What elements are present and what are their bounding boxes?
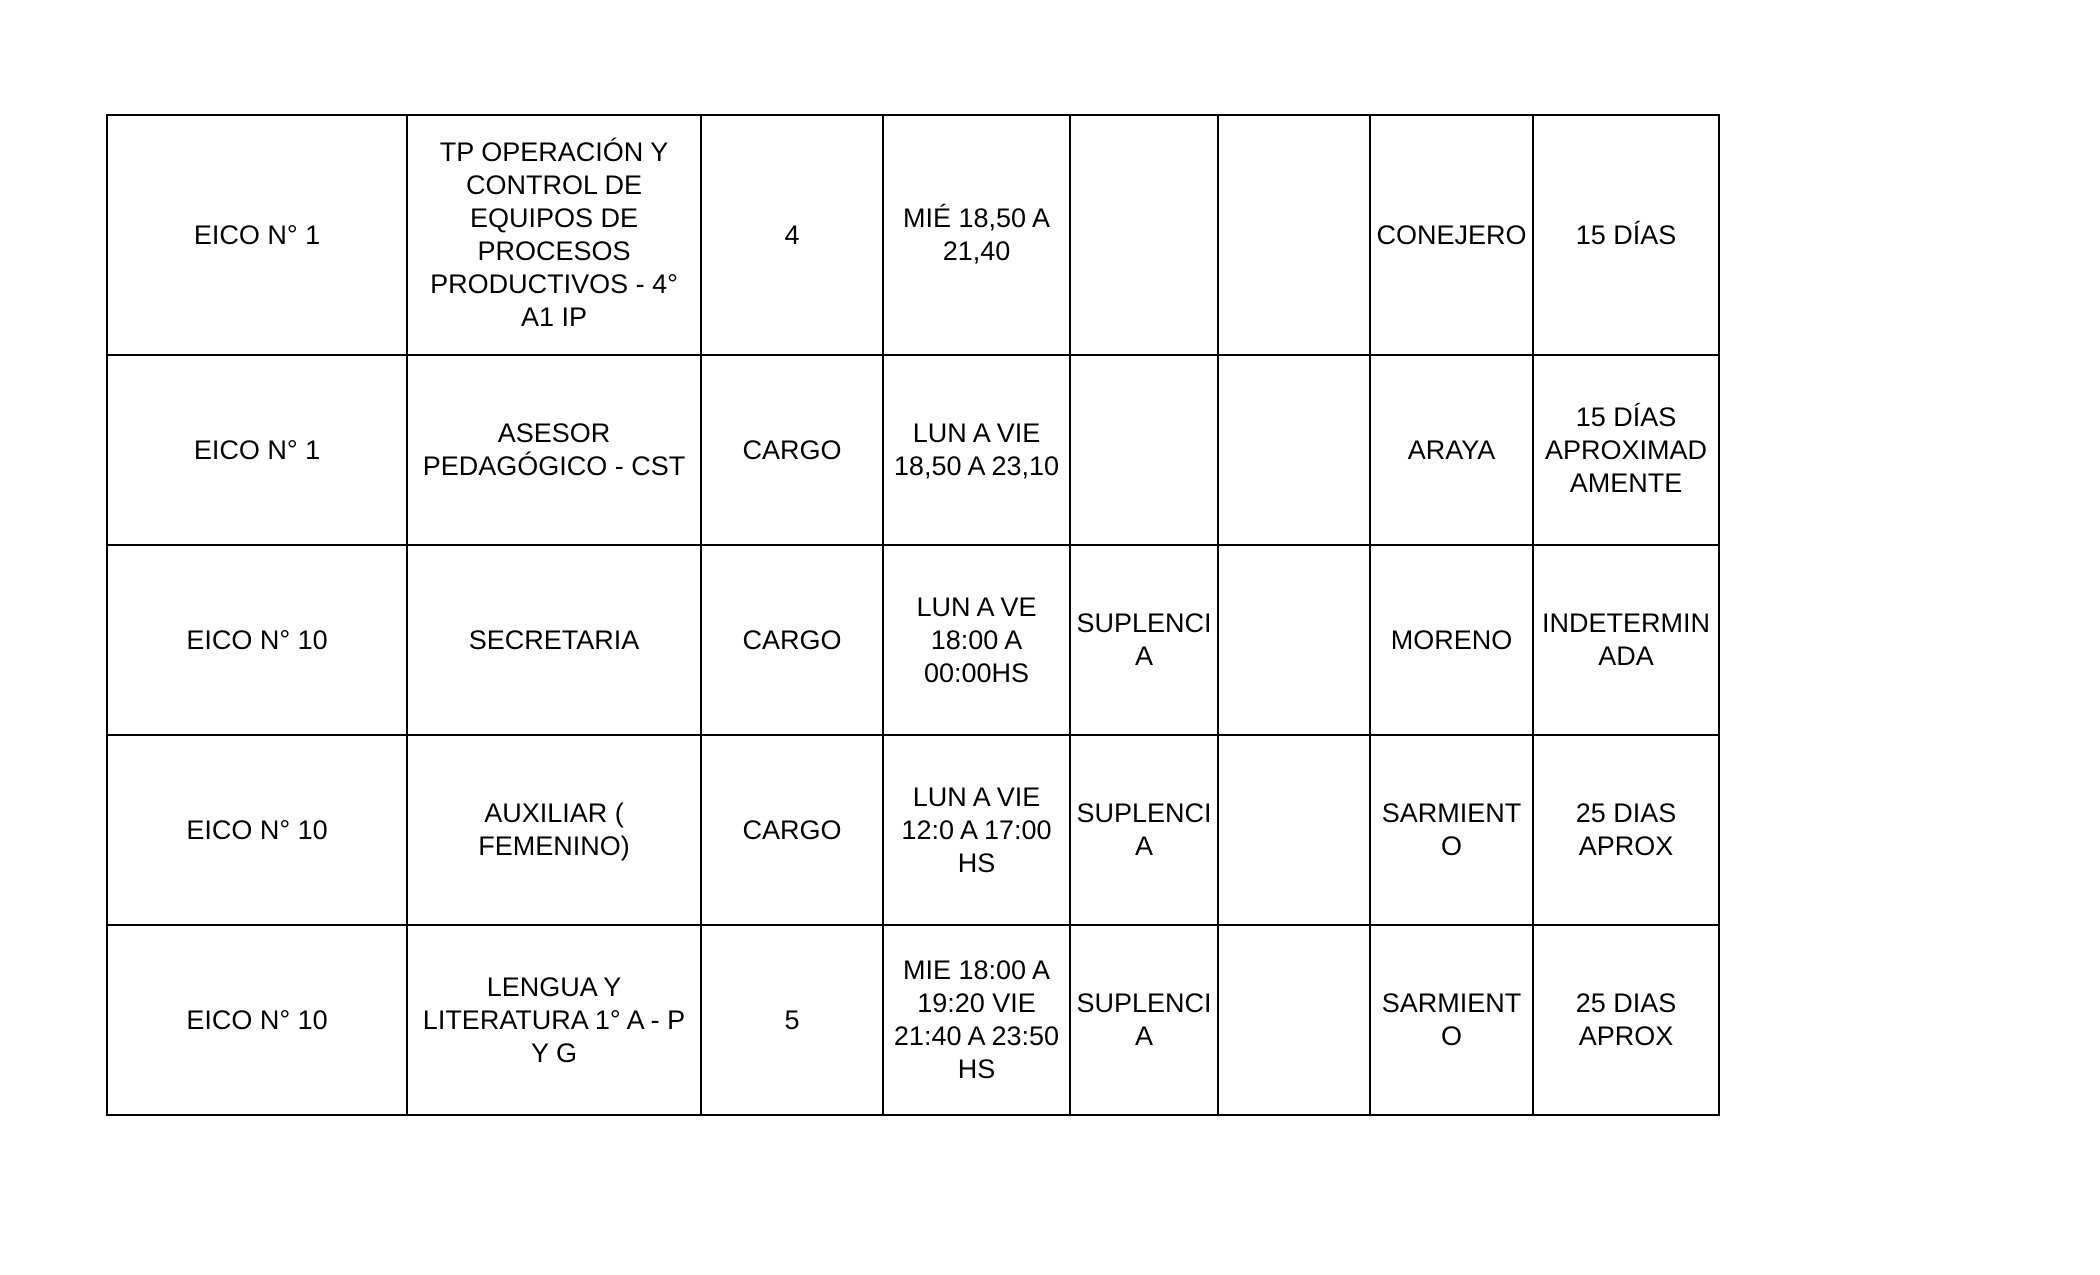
cell-text-line: ASESOR bbox=[497, 418, 611, 448]
cell-text-line: Y G bbox=[530, 1037, 578, 1068]
extra-cell bbox=[1218, 735, 1370, 925]
table-row bbox=[107, 735, 1719, 925]
duration-cell bbox=[1533, 735, 1719, 925]
cell-text-line: MIE 18:00 A bbox=[902, 955, 1051, 985]
table-row bbox=[107, 925, 1719, 1115]
cell-text-line: PEDAGÓGICO - CST bbox=[422, 451, 686, 481]
extra-cell bbox=[1218, 925, 1370, 1115]
cell-text-line: 12:0 A 17:00 bbox=[901, 814, 1052, 845]
situation-cell bbox=[1070, 115, 1218, 355]
cell-text-line: 18:00 A bbox=[930, 624, 1023, 655]
situation-cell bbox=[1070, 925, 1218, 1115]
cell-text-line: A bbox=[1134, 831, 1153, 861]
cell-text-line: HS bbox=[957, 1054, 996, 1084]
cell-text-line: ADA bbox=[1598, 641, 1654, 671]
schedule-cell bbox=[883, 925, 1070, 1115]
cell-text-line: 4 bbox=[784, 219, 800, 250]
schedule-cell bbox=[883, 115, 1070, 355]
table-row bbox=[107, 115, 1719, 355]
cell-text-line: 21:40 A 23:50 bbox=[893, 1021, 1060, 1051]
cell-text-line: LUN A VIE bbox=[912, 781, 1041, 812]
subject-cell bbox=[407, 355, 701, 545]
cell-text-line: 5 bbox=[784, 1004, 800, 1035]
cell-text: EICO N° 10 bbox=[186, 1004, 328, 1035]
cell-text-line: CARGO bbox=[742, 624, 842, 655]
extra-cell bbox=[1218, 355, 1370, 545]
schedule-cell bbox=[883, 735, 1070, 925]
cell-text-line: FEMENINO) bbox=[478, 831, 630, 861]
teacher-cell bbox=[1370, 355, 1533, 545]
school-cell bbox=[107, 545, 407, 735]
duration-cell bbox=[1533, 925, 1719, 1115]
cell-text-line: 21,40 bbox=[942, 236, 1011, 266]
cell-text-line: CONTROL DE bbox=[465, 170, 642, 200]
cell-text-line: INDETERMIN bbox=[1542, 608, 1710, 638]
school-cell bbox=[107, 925, 407, 1115]
cell-text-line: CARGO bbox=[742, 814, 842, 845]
extra-cell bbox=[1218, 545, 1370, 735]
cell-text-line: APROXIMAD bbox=[1544, 434, 1708, 465]
school-cell bbox=[107, 115, 407, 355]
table-row bbox=[107, 545, 1719, 735]
cell-text: EICO N° 1 bbox=[193, 219, 321, 250]
duration-cell bbox=[1533, 355, 1719, 545]
cell-text-line: LUN A VIE bbox=[912, 418, 1041, 448]
school-cell bbox=[107, 735, 407, 925]
cell-text-line: SARMIENT bbox=[1381, 798, 1522, 828]
cell-text-line: 15 DÍAS bbox=[1575, 219, 1677, 250]
cell-text-line: APROX bbox=[1578, 1021, 1674, 1051]
vacancies-table bbox=[106, 114, 1720, 1116]
teacher-cell bbox=[1370, 115, 1533, 355]
cell-text-line: 25 DIAS bbox=[1575, 988, 1677, 1018]
situation-cell bbox=[1070, 355, 1218, 545]
cell-text-line: PRODUCTIVOS - 4° bbox=[430, 269, 678, 299]
subject-cell bbox=[407, 735, 701, 925]
hours-cell bbox=[701, 925, 883, 1115]
teacher-cell bbox=[1370, 735, 1533, 925]
extra-cell bbox=[1218, 115, 1370, 355]
cell-text-line: AUXILIAR ( bbox=[484, 798, 624, 828]
school-cell bbox=[107, 355, 407, 545]
cell-text-line: SECRETARIA bbox=[468, 624, 640, 655]
schedule-cell bbox=[883, 355, 1070, 545]
cell-text-line: AMENTE bbox=[1569, 467, 1683, 498]
cell-text-line: MORENO bbox=[1390, 624, 1513, 655]
hours-cell bbox=[701, 545, 883, 735]
cell-text-line: PROCESOS bbox=[477, 236, 631, 266]
cell-text-line: 18,50 A 23,10 bbox=[893, 451, 1060, 481]
cell-text-line: LUN A VE bbox=[916, 591, 1037, 622]
duration-cell bbox=[1533, 545, 1719, 735]
cell-text-line: A1 IP bbox=[520, 302, 588, 332]
schedule-cell bbox=[883, 545, 1070, 735]
cell-text-line: MIÉ 18,50 A bbox=[902, 203, 1051, 233]
cell-text-line: SUPLENCI bbox=[1076, 988, 1212, 1018]
cell-text: EICO N° 10 bbox=[186, 624, 328, 655]
cell-text-line: ARAYA bbox=[1407, 434, 1496, 465]
cell-text-line: LENGUA Y bbox=[486, 971, 622, 1002]
situation-cell bbox=[1070, 735, 1218, 925]
cell-text-line: 19:20 VIE bbox=[917, 988, 1036, 1018]
cell-text-line: HS bbox=[957, 847, 996, 878]
teacher-cell bbox=[1370, 545, 1533, 735]
teacher-cell bbox=[1370, 925, 1533, 1115]
cell-text-line: CARGO bbox=[742, 434, 842, 465]
cell-text-line: EQUIPOS DE bbox=[469, 203, 639, 233]
duration-cell bbox=[1533, 115, 1719, 355]
cell-text-line: 25 DIAS bbox=[1575, 798, 1677, 828]
hours-cell bbox=[701, 735, 883, 925]
subject-cell bbox=[407, 925, 701, 1115]
subject-cell bbox=[407, 545, 701, 735]
cell-text-line: O bbox=[1440, 1021, 1462, 1051]
cell-text-line: SUPLENCI bbox=[1076, 608, 1212, 638]
hours-cell bbox=[701, 115, 883, 355]
cell-text-line: A bbox=[1134, 641, 1153, 671]
cell-text-line: CONEJERO bbox=[1376, 219, 1527, 250]
hours-cell bbox=[701, 355, 883, 545]
cell-text-line: 15 DÍAS bbox=[1575, 401, 1677, 432]
cell-text-line: A bbox=[1134, 1021, 1153, 1051]
cell-text-line: SUPLENCI bbox=[1076, 798, 1212, 828]
subject-cell bbox=[407, 115, 701, 355]
table-row bbox=[107, 355, 1719, 545]
situation-cell bbox=[1070, 545, 1218, 735]
cell-text: EICO N° 10 bbox=[186, 814, 328, 845]
cell-text-line: LITERATURA 1° A - P bbox=[422, 1004, 686, 1035]
table-body bbox=[107, 115, 1719, 1115]
cell-text-line: 00:00HS bbox=[923, 657, 1030, 688]
cell-text-line: SARMIENT bbox=[1381, 988, 1522, 1018]
cell-text-line: O bbox=[1440, 831, 1462, 861]
cell-text-line: APROX bbox=[1578, 831, 1674, 861]
cell-text: EICO N° 1 bbox=[193, 434, 321, 465]
cell-text-line: TP OPERACIÓN Y bbox=[439, 137, 669, 167]
